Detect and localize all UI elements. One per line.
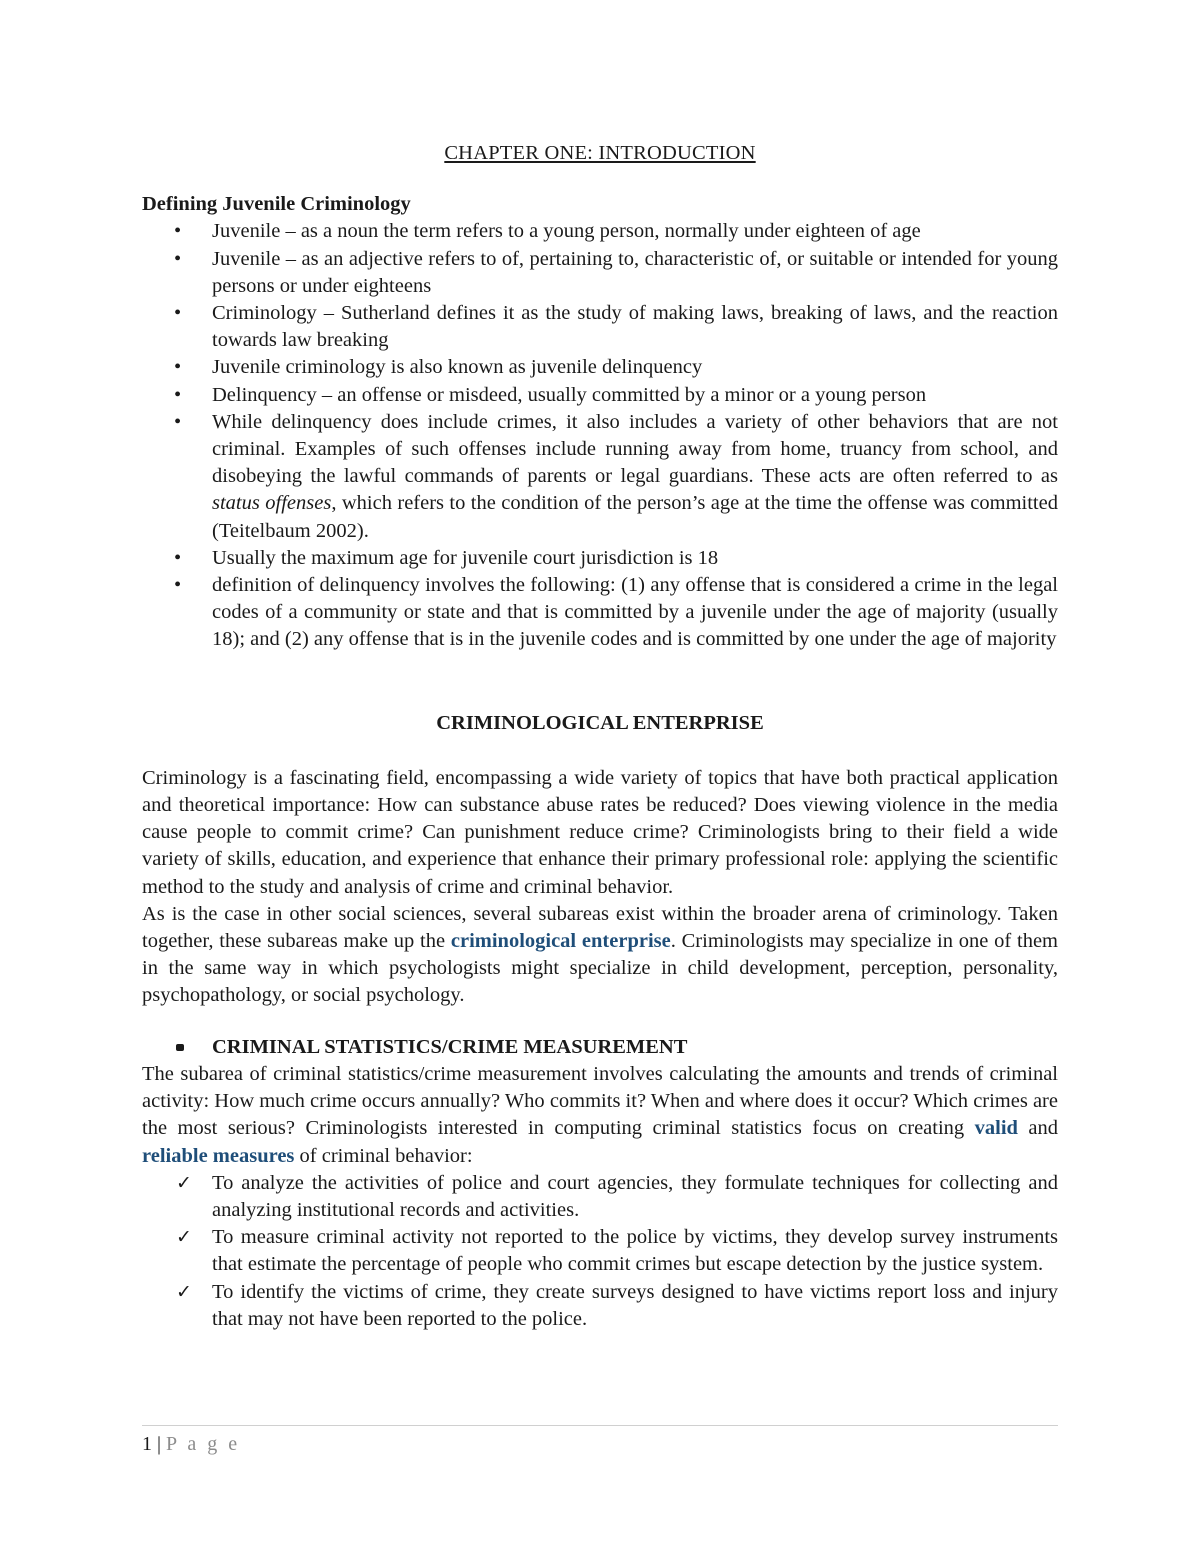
section-heading-criminological-enterprise: CRIMINOLOGICAL ENTERPRISE [436, 711, 764, 734]
section-heading-defining: Defining Juvenile Criminology [142, 193, 411, 216]
paragraph-text: As is the case in other social sciences, several subareas exist within the broader arena of criminology. Taken together, these subareas make up the [142, 902, 1058, 953]
list-item-text: Criminology – Sutherland defines it as the study of making laws, breaking of laws, and the reaction towards law breaking [212, 302, 1058, 352]
list-item-text: Usually the maximum age for juvenile court jurisdiction is 18 [212, 546, 719, 569]
bullet-icon: • [174, 220, 182, 243]
status-text-before: While delinquency does include crimes, it also includes a variety of other behaviors that are not criminal. Examples of such offenses include running away from home, truancy from school, and disobeying the lawful commands of parents or legal guardians. These acts are often referred to as [212, 410, 1058, 488]
list-item-text: definition of delinquency involves the following: (1) any offense that is considered a crime in the legal codes of a community or state and that is committed by a juvenile under the age of majority (usually 18); and (2) any offense that is in the juvenile codes and is committed by one under the age of majority [212, 574, 1058, 651]
criminological-enterprise-term: criminological enterprise [450, 930, 671, 953]
status-offenses-term: status offenses [212, 492, 332, 515]
bullet-icon: • [174, 410, 182, 433]
checkmark-list [142, 1170, 1058, 1333]
list-item-text: Juvenile – as an adjective refers to of, pertaining to, characteristic of, or suitable or intended for young persons or under eighteens [212, 247, 1058, 297]
list-item-text [212, 411, 1058, 542]
bullet-icon: • [174, 247, 182, 270]
list-item [142, 300, 1058, 354]
list-item [142, 409, 1058, 545]
check-item-text: To measure criminal activity not reported to the police by victims, they develop survey instruments that estimate the percentage of people who commit crimes but escape detection by the justice system. [212, 1226, 1058, 1276]
definition-bullet-list [142, 218, 1058, 653]
check-item [142, 1279, 1058, 1333]
list-item-text: Juvenile – as a noun the term refers to a young person, normally under eighteen of age [212, 220, 921, 243]
check-item [142, 1224, 1058, 1278]
bullet-icon: • [174, 302, 182, 325]
paragraph-text: of criminal behavior: [294, 1144, 473, 1167]
bullet-icon: • [174, 546, 182, 569]
check-item-text: To analyze the activities of police and court agencies, they formulate techniques for collecting and analyzing institutional records and activities. [212, 1171, 1058, 1221]
paragraph-subareas [142, 901, 1058, 1010]
paragraph-text: and [1017, 1117, 1058, 1140]
square-bullet-icon [176, 1044, 184, 1051]
list-item [142, 354, 1058, 381]
check-item [142, 1170, 1058, 1224]
list-item [142, 545, 1058, 572]
page-label: P a g e [166, 1433, 241, 1455]
list-item [142, 572, 1058, 654]
footer-separator: | [157, 1433, 162, 1455]
chapter-title: CHAPTER ONE: INTRODUCTION [444, 142, 756, 164]
check-item-text: To identify the victims of crime, they create surveys designed to have victims report loss and injury that may not have been reported to the police. [212, 1280, 1058, 1330]
paragraph-text: The subarea of criminal statistics/crime measurement involves calculating the amounts and trends of criminal activity: How much crime occurs annually? Who commits it? When and where does it occur? Which crimes are the most serious? Criminologists interested in computing criminal statistics focus on creating [142, 1062, 1058, 1140]
valid-term: valid [974, 1117, 1018, 1140]
list-item-text: Delinquency – an offense or misdeed, usually committed by a minor or a young person [212, 383, 927, 406]
bullet-icon: • [174, 383, 182, 406]
page-content [142, 140, 1058, 1333]
bullet-icon: • [174, 356, 182, 379]
list-item [142, 246, 1058, 300]
footer-divider [142, 1425, 1058, 1426]
page-footer [142, 1430, 240, 1458]
list-item [142, 218, 1058, 245]
status-text-after: , which refers to the condition of the person’s age at the time the offense was committed (Teitelbaum 2002). [212, 492, 1058, 542]
checkmark-icon: ✓ [176, 1226, 192, 1249]
page-number: 1 [142, 1433, 152, 1455]
list-item [142, 382, 1058, 409]
bullet-icon: • [174, 574, 182, 597]
list-item-text: Juvenile criminology is also known as juvenile delinquency [212, 356, 703, 379]
paragraph-intro: Criminology is a fascinating field, encompassing a wide variety of topics that have both practical application and theoretical importance: How can substance abuse rates be reduced? Does viewing violence in the media cause people to commit crime? Can punishment reduce crime? Criminologists bring to their field a wide variety of skills, education, and experience that enhance their primary professional role: applying the scientific method to the study and analysis of crime and criminal behavior. [142, 766, 1058, 898]
checkmark-icon: ✓ [176, 1280, 192, 1303]
subsection-heading-criminal-statistics [142, 1034, 1058, 1061]
subsection-heading-text: CRIMINAL STATISTICS/CRIME MEASUREMENT [212, 1035, 688, 1058]
checkmark-icon: ✓ [176, 1171, 192, 1194]
reliable-measures-term: reliable measures [142, 1144, 295, 1167]
paragraph-text: . Criminologists may specialize in one of them in the same way in which psychologists might specialize in child development, perception, personality, psychopathology, or social psychology. [142, 930, 1058, 1007]
paragraph-criminal-statistics [142, 1061, 1058, 1170]
